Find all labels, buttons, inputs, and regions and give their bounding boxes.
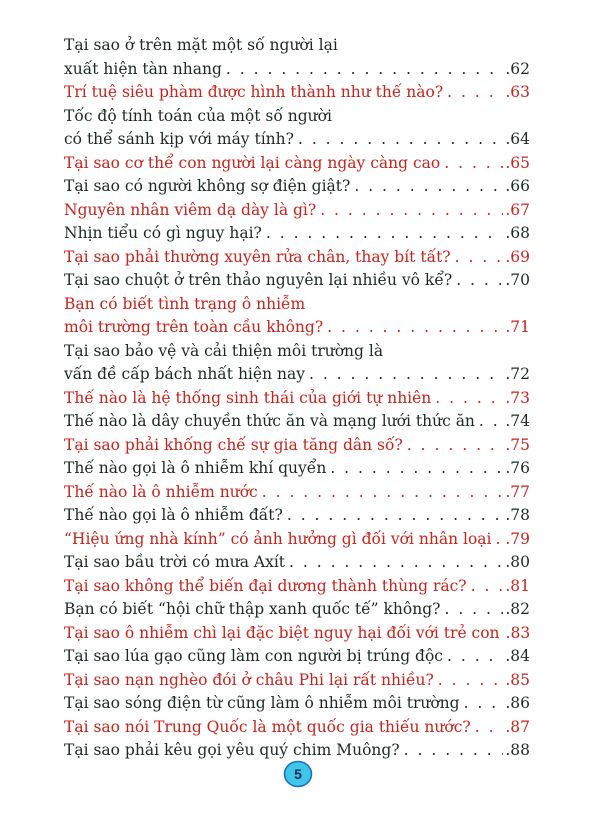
toc-entry[interactable]: [64, 716, 530, 740]
toc-entry-title-line: Tại sao sóng điện từ cũng làm ô nhiễm môi trường: [64, 694, 460, 712]
toc-entry-title-line: Tại sao phải thường xuyên rửa chân, thay bít tất?: [64, 247, 451, 266]
toc-entry-page: .68: [505, 224, 530, 242]
dot-leader: [298, 128, 503, 152]
toc-entry-title-line: Tại sao cơ thể con người lại càng ngày càng cao: [64, 153, 441, 172]
toc-entry-page: .71: [505, 318, 530, 336]
toc-entry-last-line: [64, 152, 530, 176]
toc-entry[interactable]: [64, 152, 530, 176]
dot-leader: [455, 246, 504, 270]
table-of-contents: [64, 34, 530, 763]
toc-entry[interactable]: [64, 504, 530, 528]
toc-entry-page: .82: [505, 600, 530, 618]
toc-entry[interactable]: [64, 269, 530, 293]
toc-entry-title-line: Tại sao lúa gạo cũng làm con người bị trúng độc: [64, 647, 443, 665]
toc-entry[interactable]: [64, 410, 530, 434]
toc-entry[interactable]: [64, 481, 530, 505]
toc-entry-last-line: [64, 575, 530, 599]
toc-entry-page: .72: [505, 365, 530, 383]
toc-entry-last-line: [64, 645, 530, 669]
dot-leader: [444, 152, 503, 176]
toc-entry-last-line: [64, 504, 530, 528]
toc-entry-title-line: Tại sao có người không sợ điện giật?: [64, 177, 351, 195]
toc-entry-page: .79: [505, 529, 530, 548]
toc-entry[interactable]: [64, 387, 530, 411]
toc-entry-title-line: Thế nào là hệ thống sinh thái của giới tự nhiên: [64, 388, 432, 407]
dot-leader: [435, 387, 503, 411]
toc-entry-title-line: Tại sao nạn nghèo đói ở châu Phi lại rất nhiều?: [64, 670, 434, 689]
dot-leader: [266, 222, 503, 246]
toc-entry-page: .85: [505, 670, 530, 689]
toc-entry[interactable]: [64, 669, 530, 693]
toc-entry-title-line: Tại sao ở trên mặt một số người lại: [64, 36, 338, 54]
toc-entry-page: .76: [505, 459, 530, 477]
dot-leader: [327, 316, 503, 340]
toc-entry[interactable]: [64, 598, 530, 622]
toc-entry[interactable]: [64, 222, 530, 246]
dot-leader: [495, 528, 503, 552]
toc-entry-title-line: xuất hiện tàn nhang: [64, 59, 222, 78]
toc-entry[interactable]: [64, 340, 530, 387]
toc-entry-last-line: [64, 316, 530, 340]
toc-entry[interactable]: [64, 246, 530, 270]
toc-entry[interactable]: [64, 457, 530, 481]
dot-leader: [226, 58, 503, 82]
toc-entry-title-line: Thế nào gọi là ô nhiễm đất?: [64, 506, 283, 524]
toc-entry-page: .86: [505, 694, 530, 712]
dot-leader: [287, 504, 504, 528]
toc-entry-last-line: [64, 716, 530, 740]
dot-leader: [475, 716, 504, 740]
toc-entry-page: .88: [505, 741, 530, 759]
toc-entry[interactable]: [64, 81, 530, 105]
toc-entry-last-line: [64, 363, 530, 387]
toc-entry[interactable]: [64, 199, 530, 223]
toc-entry-title-line: Tại sao bầu trời có mưa Axít: [64, 553, 286, 571]
toc-entry-last-line: [64, 669, 530, 693]
dot-leader: [464, 692, 504, 716]
toc-entry[interactable]: [64, 528, 530, 552]
toc-entry[interactable]: [64, 175, 530, 199]
toc-entry-title-line: Thế nào là ô nhiễm nước: [64, 482, 258, 501]
toc-entry-title-line: Nguyên nhân viêm dạ dày là gì?: [64, 200, 317, 219]
dot-leader: [404, 739, 504, 763]
dot-leader: [330, 457, 503, 481]
toc-entry-page: .63: [505, 83, 530, 101]
toc-entry-last-line: [64, 246, 530, 270]
toc-entry-title-line: Thế nào là dây chuyền thức ăn và mạng lưới thức ăn: [64, 412, 475, 430]
toc-entry-last-line: [64, 81, 530, 105]
dot-leader: [354, 175, 503, 199]
dot-leader: [479, 410, 503, 434]
toc-entry-title-line: Tại sao bảo vệ và cải thiện môi trường là: [64, 341, 384, 360]
toc-entry-last-line: [64, 692, 530, 716]
toc-entry-page: .66: [505, 177, 530, 195]
toc-entry-last-line: [64, 128, 530, 152]
toc-entry[interactable]: [64, 105, 530, 152]
toc-entry-title-line: vấn đề cấp bách nhất hiện nay: [64, 365, 305, 383]
dot-leader: [407, 434, 504, 458]
toc-entry-title-line: Tại sao phải kêu gọi yêu quý chim Muông?: [64, 741, 400, 759]
toc-entry[interactable]: [64, 645, 530, 669]
toc-entry[interactable]: [64, 622, 530, 646]
toc-entry-last-line: [64, 598, 530, 622]
toc-entry-last-line: [64, 434, 530, 458]
toc-entry-last-line: [64, 622, 530, 646]
toc-entry-title-line: “Hiệu ứng nhà kính” có ảnh hưởng gì đối với nhân loại: [64, 529, 492, 548]
dot-leader: [289, 551, 503, 575]
toc-entry-page: .87: [505, 717, 530, 736]
toc-entry-title-line: môi trường trên toàn cầu không?: [64, 318, 324, 336]
page-number: 5: [294, 766, 302, 782]
toc-entry-page: .70: [505, 271, 530, 289]
toc-entry-title-line: Nhịn tiểu có gì nguy hại?: [64, 224, 262, 242]
toc-entry-page: .74: [505, 412, 530, 430]
toc-entry-page: .69: [505, 247, 530, 266]
toc-entry-page: .83: [505, 623, 531, 642]
dot-leader: [309, 363, 503, 387]
toc-entry-title-line: Bạn có biết tình trạng ô nhiễm: [64, 294, 306, 313]
toc-entry[interactable]: [64, 692, 530, 716]
toc-entry-title-line: Tốc độ tính toán của một số người: [64, 106, 332, 125]
toc-entry-last-line: [64, 739, 530, 763]
toc-entry-page: .64: [505, 130, 530, 148]
toc-entry-page: .67: [505, 200, 530, 219]
toc-entry-last-line: [64, 387, 530, 411]
toc-entry-last-line: [64, 457, 530, 481]
dot-leader: [320, 199, 503, 223]
toc-entry-title-line: Tại sao chuột ở trên thảo nguyên lại nhiều vô kể?: [64, 271, 453, 289]
toc-entry-page: .75: [505, 435, 530, 454]
dot-leader: [456, 269, 503, 293]
toc-entry-last-line: [64, 481, 530, 505]
toc-entry-title-line: có thể sánh kịp với máy tính?: [64, 130, 294, 148]
dot-leader: [447, 645, 503, 669]
toc-entry-last-line: [64, 551, 530, 575]
toc-entry[interactable]: [64, 34, 530, 81]
toc-entry-page: .84: [505, 647, 530, 665]
toc-entry-title-line: Thế nào gọi là ô nhiễm khí quyển: [64, 459, 327, 477]
toc-entry-title-line: Tại sao ô nhiễm chì lại đặc biệt nguy hại đối với trẻ con: [64, 623, 500, 642]
toc-entry-last-line: [64, 199, 530, 223]
toc-entry[interactable]: [64, 575, 530, 599]
toc-entry-last-line: [64, 58, 530, 82]
toc-entry-page: .73: [505, 388, 530, 407]
toc-entry[interactable]: [64, 293, 530, 340]
toc-entry[interactable]: [64, 551, 530, 575]
toc-entry-title-line: Tại sao không thể biến đại dương thành thùng rác?: [64, 576, 467, 595]
toc-entry-last-line: [64, 410, 530, 434]
toc-entry-page: .78: [505, 506, 530, 524]
dot-leader: [438, 669, 504, 693]
toc-entry-page: .65: [505, 153, 530, 172]
dot-leader: [447, 81, 503, 105]
toc-entry-last-line: [64, 175, 530, 199]
toc-entry-last-line: [64, 222, 530, 246]
toc-entry-page: .80: [505, 553, 530, 571]
dot-leader: [471, 575, 504, 599]
toc-entry-last-line: [64, 528, 530, 552]
toc-entry-page: .77: [505, 482, 530, 501]
dot-leader: [444, 598, 503, 622]
toc-entry-page: .62: [505, 59, 530, 78]
toc-entry-title-line: Bạn có biết “hội chữ thập xanh quốc tế” không?: [64, 600, 441, 618]
toc-entry-title-line: Trí tuệ siêu phàm được hình thành như thế nào?: [64, 83, 444, 101]
dot-leader: [262, 481, 504, 505]
page-number-badge: [283, 760, 313, 788]
toc-entry[interactable]: [64, 739, 530, 763]
toc-entry-title-line: Tại sao phải khống chế sự gia tăng dân số?: [64, 435, 403, 454]
toc-entry-page: .81: [505, 576, 530, 595]
toc-entry-last-line: [64, 269, 530, 293]
toc-entry[interactable]: [64, 434, 530, 458]
toc-entry-title-line: Tại sao nói Trung Quốc là một quốc gia thiếu nước?: [64, 717, 471, 736]
